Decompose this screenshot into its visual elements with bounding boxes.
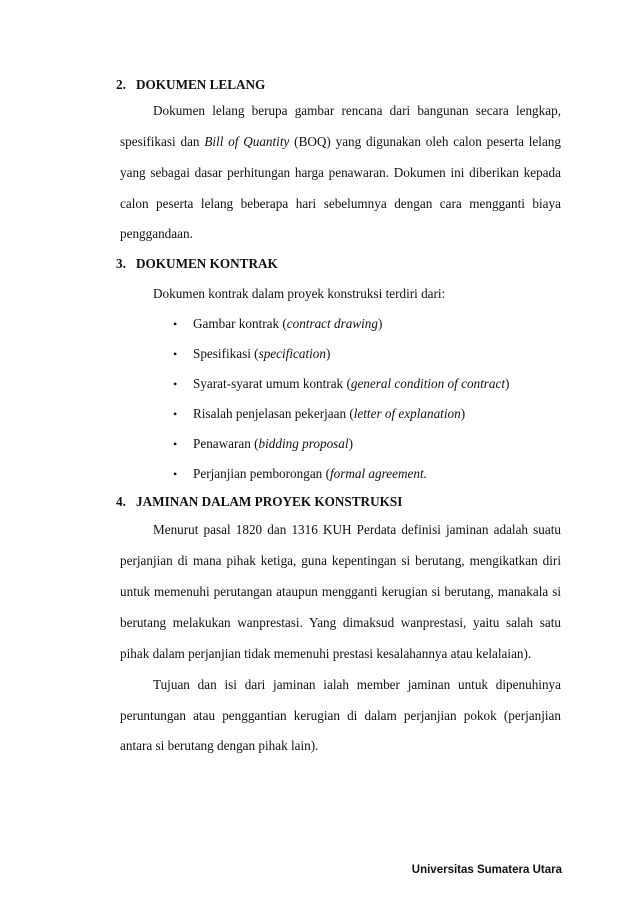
list-item: • Syarat-syarat umum kontrak (general condition of contract) [173, 376, 510, 391]
paragraph-line: antara si berutang dengan pihak lain). [120, 738, 319, 753]
paragraph-line: pihak dalam perjanjian tidak memenuhi prestasi kesalahannya atau kelalaian). [120, 646, 532, 661]
section-heading-4: 4. JAMINAN DALAM PROYEK KONSTRUKSI [116, 494, 403, 509]
paragraph-line: untuk memenuhi perutangan ataupun mengganti kerugian si berutang, manakala si [120, 584, 561, 599]
paragraph-line: yang sebagai dasar perhitungan harga penawaran. Dokumen ini diberikan kepada [120, 165, 561, 180]
bullet-icon: • [173, 437, 178, 451]
paragraph-line: peruntungan atau penggantian kerugian di dalam perjanjian pokok (perjanjian [120, 708, 561, 723]
bullet-icon: • [173, 467, 178, 481]
list-item: • Gambar kontrak (contract drawing) [173, 316, 383, 331]
paragraph-line: spesifikasi dan Bill of Quantity (BOQ) yang digunakan oleh calon peserta lelang [120, 134, 561, 149]
paragraph-line: penggandaan. [120, 226, 193, 241]
list-item: • Penawaran (bidding proposal) [173, 436, 353, 451]
section-heading-2: 2. DOKUMEN LELANG [116, 77, 266, 92]
paragraph-line: perjanjian di mana pihak ketiga, guna kepentingan si berutang, mengikatkan diri [120, 553, 561, 568]
page-footer: Universitas Sumatera Utara [411, 864, 562, 876]
paragraph-line: Tujuan dan isi dari jaminan ialah member jaminan untuk dipenuhinya [153, 677, 561, 692]
bullet-icon: • [173, 317, 178, 331]
list-item: • Spesifikasi (specification) [173, 346, 331, 361]
paragraph-line: Dokumen lelang berupa gambar rencana dari bangunan secara lengkap, [153, 103, 561, 118]
bullet-icon: • [173, 347, 178, 361]
paragraph-line: Menurut pasal 1820 dan 1316 KUH Perdata definisi jaminan adalah suatu [153, 522, 561, 537]
paragraph-line: berutang melakukan wanprestasi. Yang dimaksud wanprestasi, yaitu salah satu [120, 615, 561, 630]
paragraph-line: calon peserta lelang beberapa hari sebelumnya dengan cara mengganti biaya [120, 196, 561, 211]
section-heading-3: 3. DOKUMEN KONTRAK [116, 256, 278, 271]
list-item: • Perjanjian pemborongan (formal agreement. [173, 466, 427, 481]
list-item: • Risalah penjelasan pekerjaan (letter of explanation) [173, 406, 466, 421]
section-intro: Dokumen kontrak dalam proyek konstruksi terdiri dari: [153, 286, 446, 301]
bullet-icon: • [173, 407, 178, 421]
bullet-icon: • [173, 377, 178, 391]
